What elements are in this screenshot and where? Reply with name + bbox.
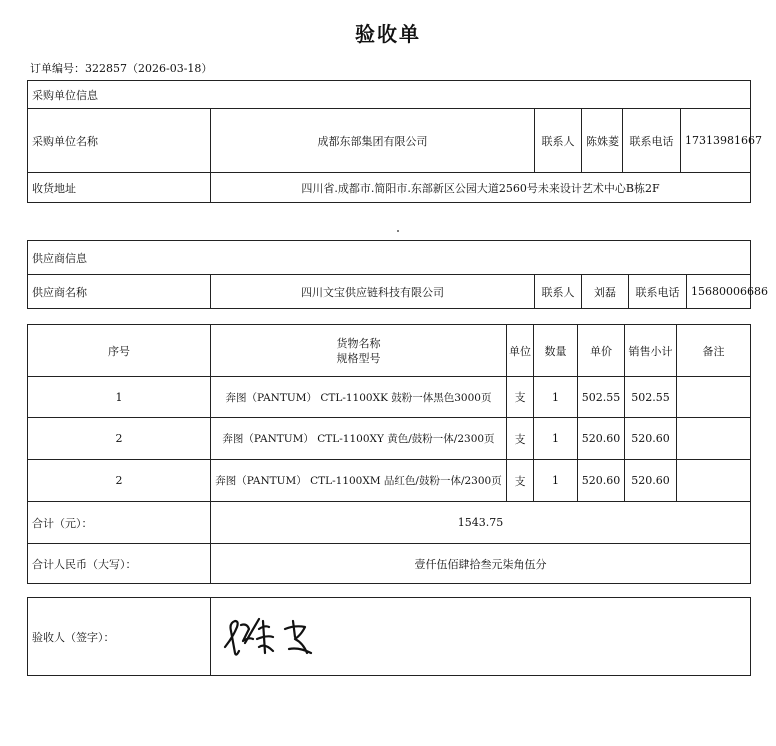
row-unit: 支 xyxy=(507,460,534,502)
row-seq: 1 xyxy=(28,377,211,418)
row-qty: 1 xyxy=(534,418,578,460)
supplier-table xyxy=(27,240,768,309)
document-title: 验收单 xyxy=(355,22,421,46)
row-seq: 2 xyxy=(28,460,211,502)
row-subtotal: 520.60 xyxy=(625,418,677,460)
supplier-name-label: 供应商名称 xyxy=(28,275,211,309)
header-qty: 数量 xyxy=(534,325,578,377)
supplier-phone-label: 联系电话 xyxy=(629,275,687,309)
supplier-section-title: 供应商信息 xyxy=(28,241,751,275)
total-label: 合计（元）： xyxy=(28,502,211,544)
row-price: 520.60 xyxy=(578,418,625,460)
header-item-name xyxy=(211,325,507,377)
row-qty: 1 xyxy=(534,377,578,418)
header-seq: 序号 xyxy=(28,325,211,377)
table-row xyxy=(28,460,751,502)
purchaser-name-label: 采购单位名称 xyxy=(28,109,211,173)
order-number: 订单编号：322857（2026-03-18） xyxy=(30,62,213,75)
total-cn-label: 合计人民币（大写）： xyxy=(28,544,211,584)
supplier-phone: 15680006686 xyxy=(687,275,751,309)
signature-label: 验收人（签字）： xyxy=(28,598,211,676)
goods-table xyxy=(27,324,751,584)
supplier-name: 四川文宝供应链科技有限公司 xyxy=(211,275,535,309)
row-seq: 2 xyxy=(28,418,211,460)
header-subtotal: 销售小计 xyxy=(625,325,677,377)
purchaser-contact-label: 联系人 xyxy=(535,109,582,173)
purchaser-phone: 17313981667 xyxy=(681,109,751,173)
row-price: 502.55 xyxy=(578,377,625,418)
row-remark xyxy=(677,377,751,418)
table-row xyxy=(28,418,751,460)
total-value: 1543.75 xyxy=(211,502,751,544)
address-label: 收货地址 xyxy=(28,173,211,203)
row-remark xyxy=(677,418,751,460)
row-price: 520.60 xyxy=(578,460,625,502)
total-cn-value: 壹仟伍佰肆拾叁元柒角伍分 xyxy=(211,544,751,584)
purchaser-contact: 陈姝菱 xyxy=(582,109,623,173)
header-unit: 单位 xyxy=(507,325,534,377)
row-qty: 1 xyxy=(534,460,578,502)
table-row xyxy=(28,377,751,418)
scan-dot xyxy=(397,230,399,232)
row-subtotal: 520.60 xyxy=(625,460,677,502)
purchaser-table xyxy=(27,80,762,203)
purchaser-section-title: 采购单位信息 xyxy=(28,81,751,109)
supplier-contact-label: 联系人 xyxy=(535,275,582,309)
header-name-line1: 货物名称 xyxy=(336,336,381,350)
row-remark xyxy=(677,460,751,502)
address-value: 四川省.成都市.简阳市.东部新区公园大道2560号未来设计艺术中心B栋2F xyxy=(211,173,751,203)
row-subtotal: 502.55 xyxy=(625,377,677,418)
supplier-contact: 刘磊 xyxy=(582,275,629,309)
header-price: 单价 xyxy=(578,325,625,377)
signature-table xyxy=(27,597,751,676)
handwritten-signature xyxy=(215,607,335,667)
purchaser-name: 成都东部集团有限公司 xyxy=(211,109,535,173)
row-item-name: 奔图（PANTUM） CTL-1100XK 鼓粉一体黑色3000页 xyxy=(211,377,507,418)
row-item-name: 奔图（PANTUM） CTL-1100XM 品红色/鼓粉一体/2300页 xyxy=(211,460,507,502)
row-unit: 支 xyxy=(507,418,534,460)
purchaser-phone-label: 联系电话 xyxy=(623,109,681,173)
header-name-line2: 规格型号 xyxy=(336,351,381,365)
header-remark: 备注 xyxy=(677,325,751,377)
row-item-name: 奔图（PANTUM） CTL-1100XY 黄色/鼓粉一体/2300页 xyxy=(211,418,507,460)
row-unit: 支 xyxy=(507,377,534,418)
signature-cell xyxy=(211,598,751,676)
